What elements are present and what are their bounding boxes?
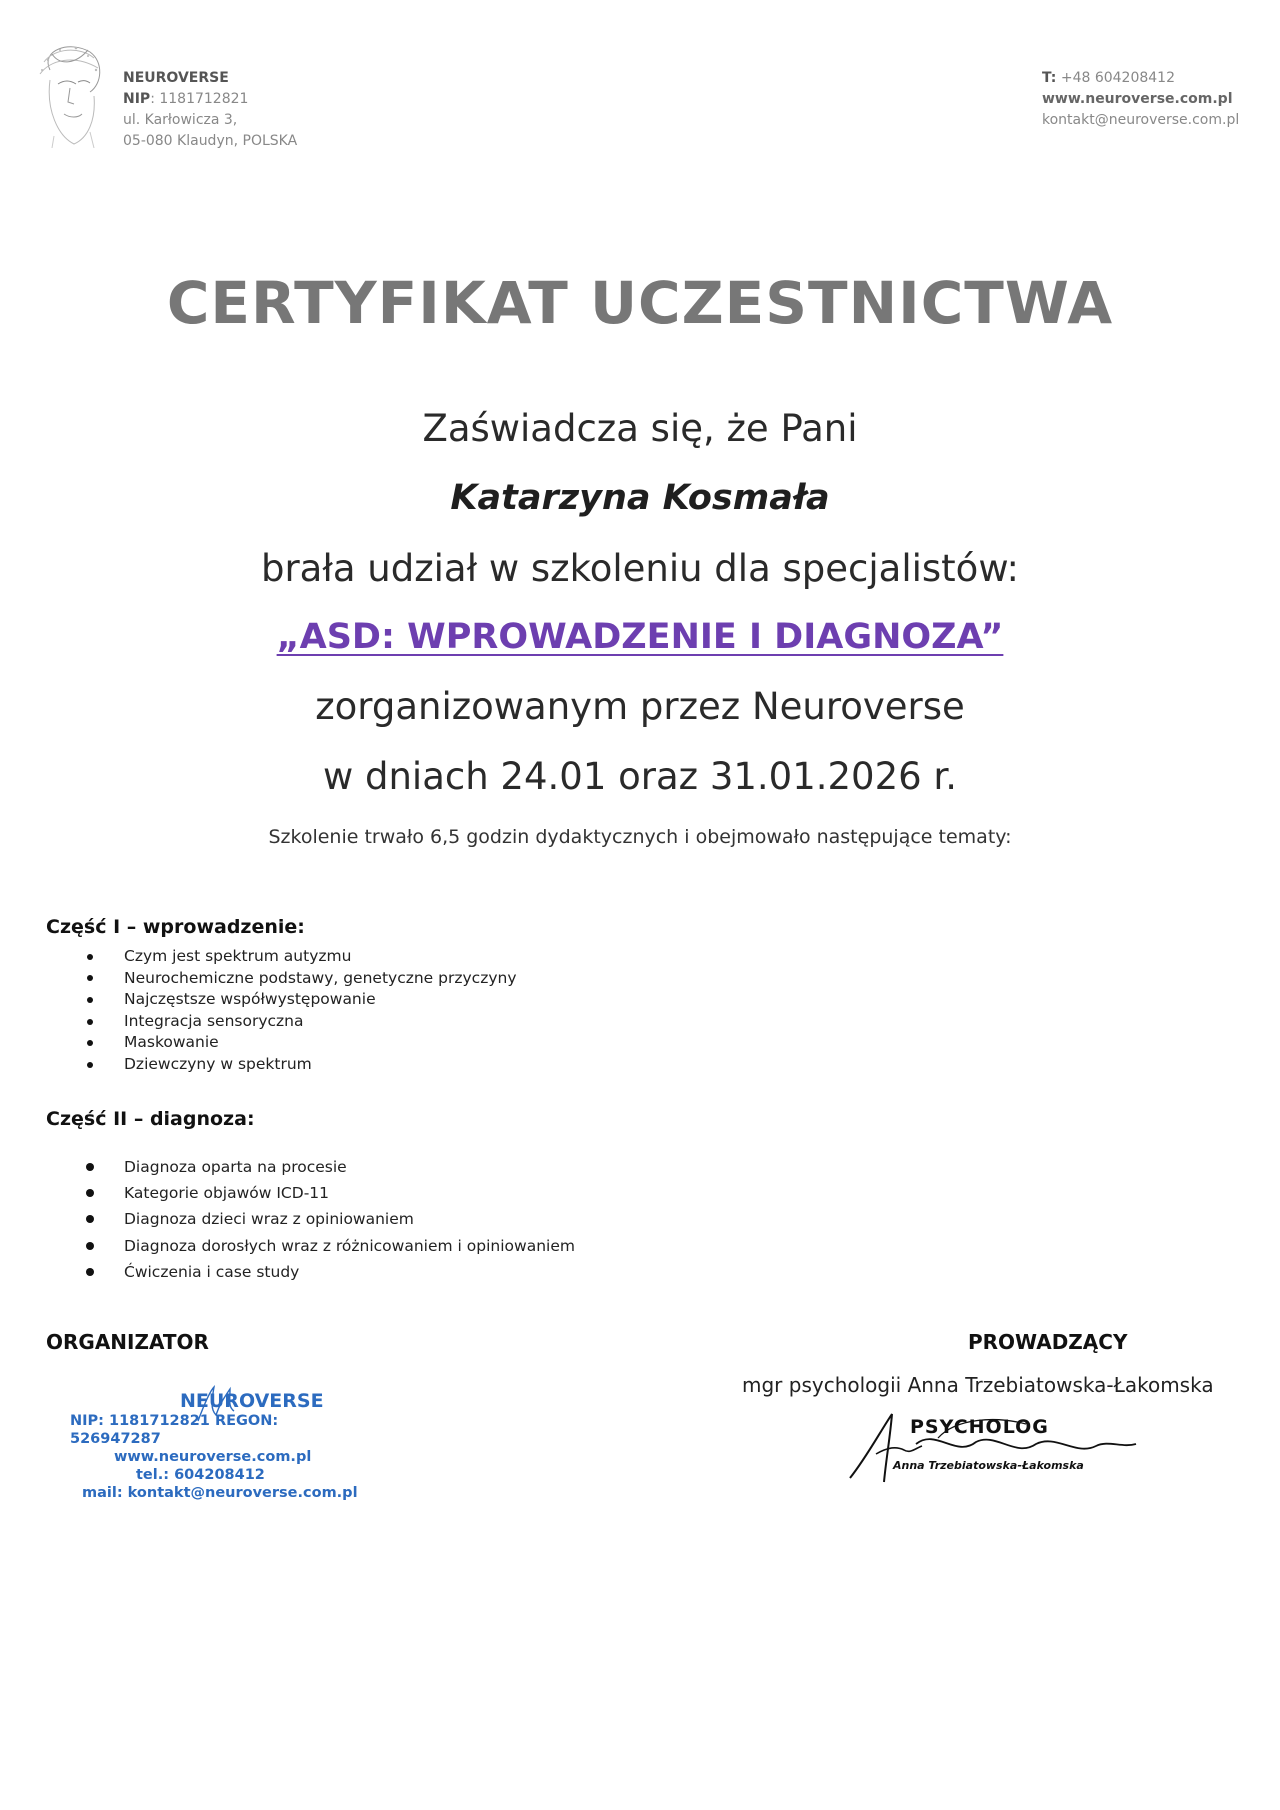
organizer-line: zorganizowanym przez Neuroverse xyxy=(315,685,965,728)
topic-text: Kategorie objawów ICD-11 xyxy=(124,1184,330,1203)
company-info xyxy=(123,68,297,152)
list-item xyxy=(0,1032,517,1054)
phone-value: +48 604208412 xyxy=(1056,70,1176,86)
psychologist-stamp-name: Anna Trzebiatowska-Łakomska xyxy=(893,1459,1084,1472)
list-item xyxy=(0,1154,575,1180)
bullet-icon xyxy=(87,1040,93,1046)
organizer-label: ORGANIZATOR xyxy=(46,1330,209,1354)
topic-list-part1 xyxy=(0,946,517,1076)
certificate-title: CERTYFIKAT UCZESTNICTWA xyxy=(166,269,1114,337)
topic-text: Najczęstsze współwystępowanie xyxy=(124,990,376,1009)
bullet-icon xyxy=(87,1062,93,1068)
instructor-label: PROWADZĄCY xyxy=(968,1330,1128,1354)
phone xyxy=(1042,68,1239,89)
company-nip xyxy=(123,89,297,110)
topic-text: Czym jest spektrum autyzmu xyxy=(124,947,352,965)
website-link[interactable]: www.neuroverse.com.pl xyxy=(1042,91,1233,107)
list-item xyxy=(0,1259,575,1285)
course-title xyxy=(0,612,1280,662)
attestation-line: Zaświadcza się, że Pani xyxy=(422,407,858,450)
bullet-icon xyxy=(86,1215,94,1223)
topic-text: Dziewczyny w spektrum xyxy=(124,1054,312,1073)
bullet-icon xyxy=(86,1268,94,1276)
stamp-tel: tel.: 604208412 xyxy=(136,1467,265,1483)
list-item xyxy=(0,989,517,1011)
nip-label: NIP xyxy=(123,91,151,107)
bullet-icon xyxy=(86,1189,94,1197)
instructor-name: mgr psychologii Anna Trzebiatowska-Łakomska xyxy=(742,1373,1214,1397)
nip-value: : 1181712821 xyxy=(150,91,249,107)
phone-label: T: xyxy=(1042,70,1057,86)
list-item xyxy=(0,1206,575,1232)
bullet-icon xyxy=(87,997,93,1003)
contact-info xyxy=(1042,68,1239,131)
organizer-signature xyxy=(190,1385,260,1425)
stamp-www: www.neuroverse.com.pl xyxy=(114,1449,312,1465)
company-city: 05-080 Klaudyn, POLSKA xyxy=(123,133,298,149)
list-item xyxy=(0,1054,517,1076)
section-heading-part2: Część II – diagnoza: xyxy=(46,1108,255,1130)
topic-text: Integracja sensoryczna xyxy=(124,1011,304,1030)
course-title-text: „ASD: WPROWADZENIE I DIAGNOZA” xyxy=(276,617,1004,657)
topic-list-part2 xyxy=(0,1154,575,1285)
dates-line: w dniach 24.01 oraz 31.01.2026 r. xyxy=(322,755,958,798)
participation-line: brała udział w szkoleniu dla specjalistów: xyxy=(260,547,1020,590)
stamp-ids: NIP: 1181712821 REGON: 526947287 xyxy=(70,1413,279,1447)
bullet-icon xyxy=(86,1163,94,1171)
list-item xyxy=(0,1180,575,1206)
topic-text: Diagnoza dorosłych wraz z różnicowaniem i opiniowaniem xyxy=(124,1236,575,1255)
topic-text: Diagnoza oparta na procesie xyxy=(124,1158,347,1176)
topic-text: Diagnoza dzieci wraz z opiniowaniem xyxy=(124,1210,414,1229)
bullet-icon xyxy=(87,1019,93,1025)
company-street: ul. Karłowicza 3, xyxy=(123,112,238,128)
list-item xyxy=(0,946,517,968)
stamp-mail: mail: kontakt@neuroverse.com.pl xyxy=(82,1485,358,1501)
list-item xyxy=(0,1233,575,1259)
participant-name: Katarzyna Kosmała xyxy=(450,478,830,518)
topic-text: Maskowanie xyxy=(124,1033,219,1052)
bullet-icon xyxy=(87,954,93,960)
list-item xyxy=(0,1011,517,1033)
psychologist-stamp-title: PSYCHOLOG xyxy=(910,1416,1049,1438)
section-heading-part1: Część I – wprowadzenie: xyxy=(46,916,305,938)
topic-text: Neurochemiczne podstawy, genetyczne przyczyny xyxy=(124,968,517,987)
summary-line: Szkolenie trwało 6,5 godzin dydaktycznych i obejmowało następujące tematy: xyxy=(268,826,1012,848)
email-link[interactable]: kontakt@neuroverse.com.pl xyxy=(1042,112,1240,128)
stamp-company-name: NEUROVERSE xyxy=(180,1390,324,1412)
topic-text: Ćwiczenia i case study xyxy=(124,1262,300,1281)
bullet-icon xyxy=(86,1242,94,1250)
bullet-icon xyxy=(87,975,93,981)
neuroverse-logo xyxy=(30,40,106,148)
list-item xyxy=(0,968,517,990)
company-name: NEUROVERSE xyxy=(123,70,229,86)
